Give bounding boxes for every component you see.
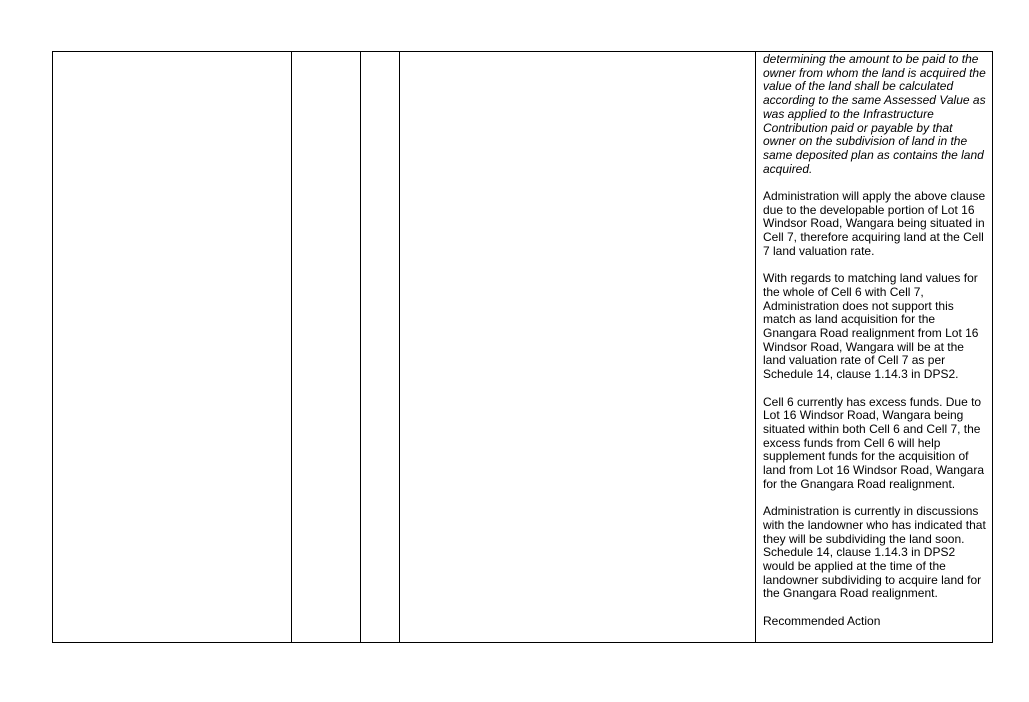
submissions-table — [52, 51, 993, 643]
column-divider-2 — [360, 52, 361, 642]
column-divider-1 — [291, 52, 292, 642]
administration-comment-cell — [756, 52, 992, 642]
quoted-clause-text: determining the amount to be paid to the owner from whom the land is acquired the value of the land shall be calculated according to the same Assessed Value as was applied to the Infrastructure Contribution paid or payable by that owner on the subdivision of land in the same deposited plan as contains the land acquired. — [763, 52, 986, 176]
comment-paragraph-3: Cell 6 currently has excess funds. Due to Lot 16 Windsor Road, Wangara being situated within both Cell 6 and Cell 7, the excess funds from Cell 6 will help supplement funds for the acquisition of land from Lot 16 Windsor Road, Wangara for the Gnangara Road realignment. — [763, 394, 984, 491]
comment-paragraph-1: Administration will apply the above clause due to the developable portion of Lot 16 Windsor Road, Wangara being situated in Cell 7, therefore acquiring land at the Cell 7 land valuation rate. — [763, 189, 986, 258]
comment-paragraph-2: With regards to matching land values for the whole of Cell 6 with Cell 7, Administration does not support this match as land acquisition for the Gnangara Road realignment from Lot 16 Windsor Road, Wangara will be at the land valuation rate of Cell 7 as per Schedule 14, clause 1.14.3 in DPS2. — [763, 271, 979, 382]
recommended-action-heading: Recommended Action — [763, 613, 881, 628]
comment-paragraph-4: Administration is currently in discussions with the landowner who has indicated that they will be subdividing the land soon. Schedule 14, clause 1.14.3 in DPS2 would be applied at the time of the landowner subdividing to acquire land for the Gnangara Road realignment. — [763, 504, 986, 601]
column-divider-3 — [399, 52, 400, 642]
